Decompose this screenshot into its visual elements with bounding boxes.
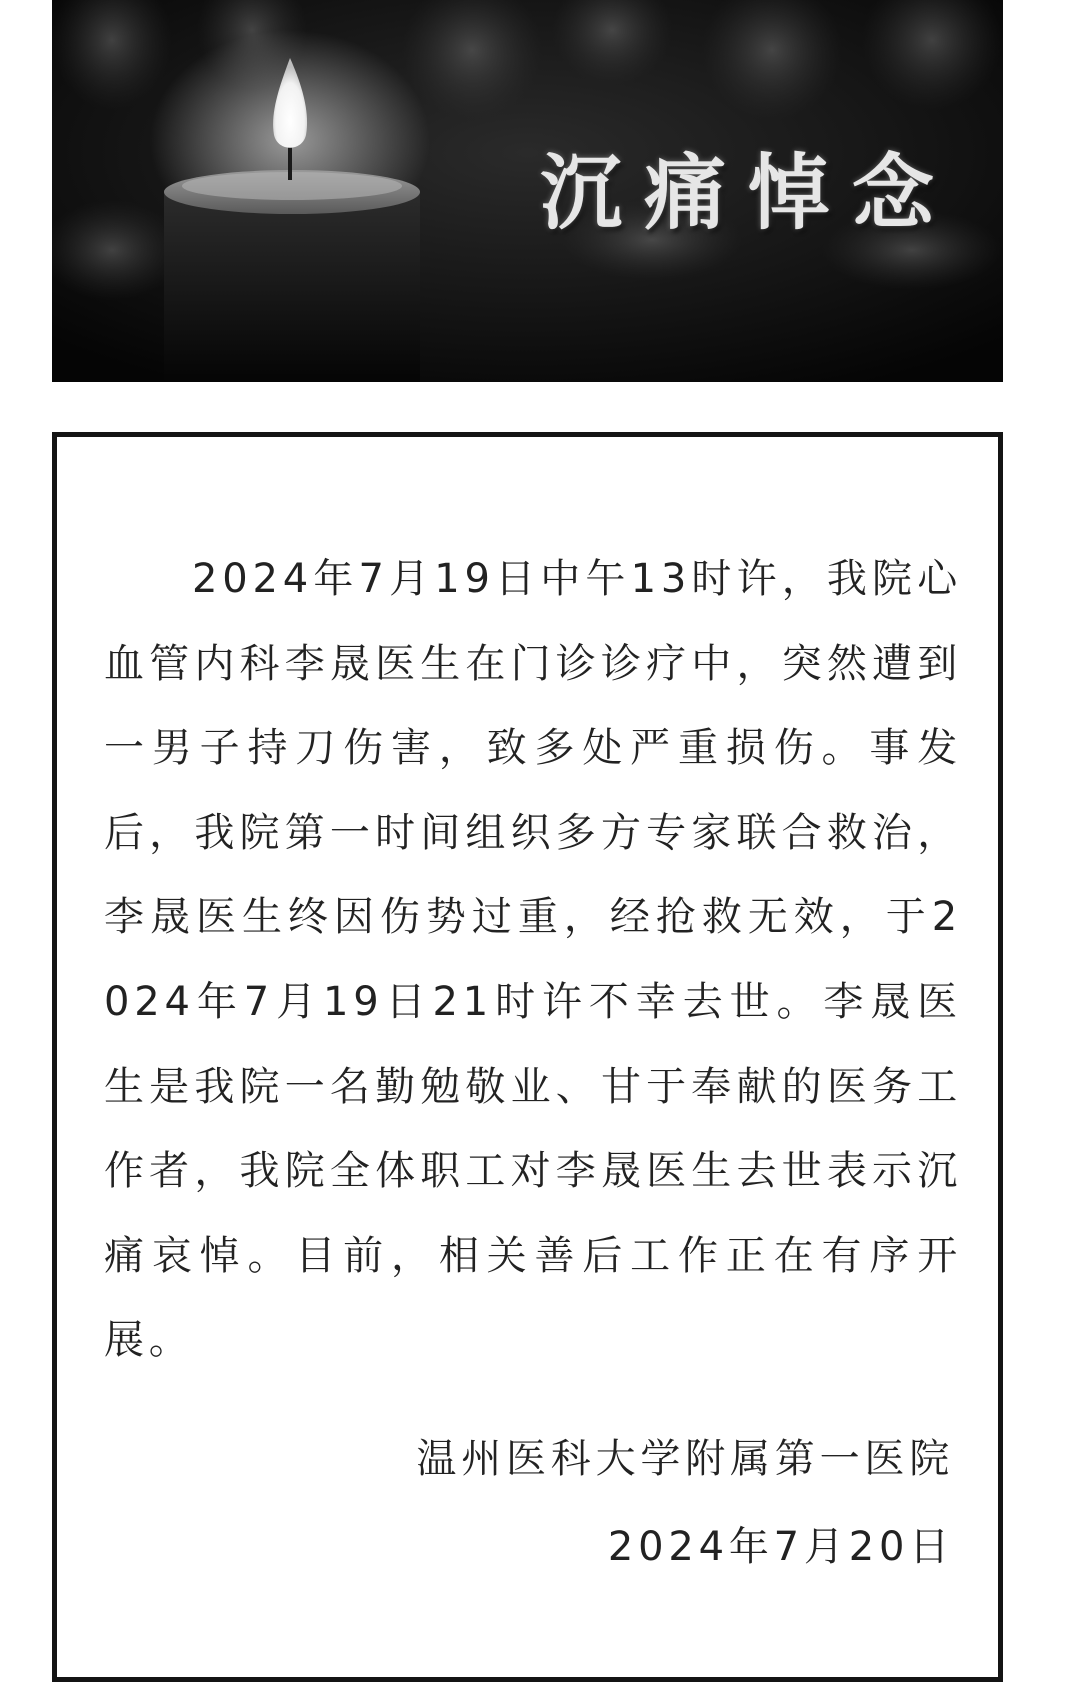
obituary-notice-frame xyxy=(52,432,1003,1682)
memorial-banner xyxy=(52,0,1003,382)
banner-title: 沉痛悼念 xyxy=(540,145,957,241)
notice-body: 2024年7月19日中午13时许，我院心血管内科李晟医生在门诊诊疗中，突然遭到一男子持刀伤害，致多处严重损伤。事发后，我院第一时间组织多方专家联合救治，李晟医生终因伤势过重，经抢救无效，于2024年7月19日21时许不幸去世。李晟医生是我院一名勤勉敬业、甘于奉献的医务工作者，我院全体职工对李晟医生去世表示沉痛哀悼。目前，相关善后工作正在有序开展。 xyxy=(104,556,962,1364)
signature-organization: 温州医科大学附属第一医院 xyxy=(416,1436,954,1482)
signature-date: 2024年7月20日 xyxy=(607,1524,954,1570)
